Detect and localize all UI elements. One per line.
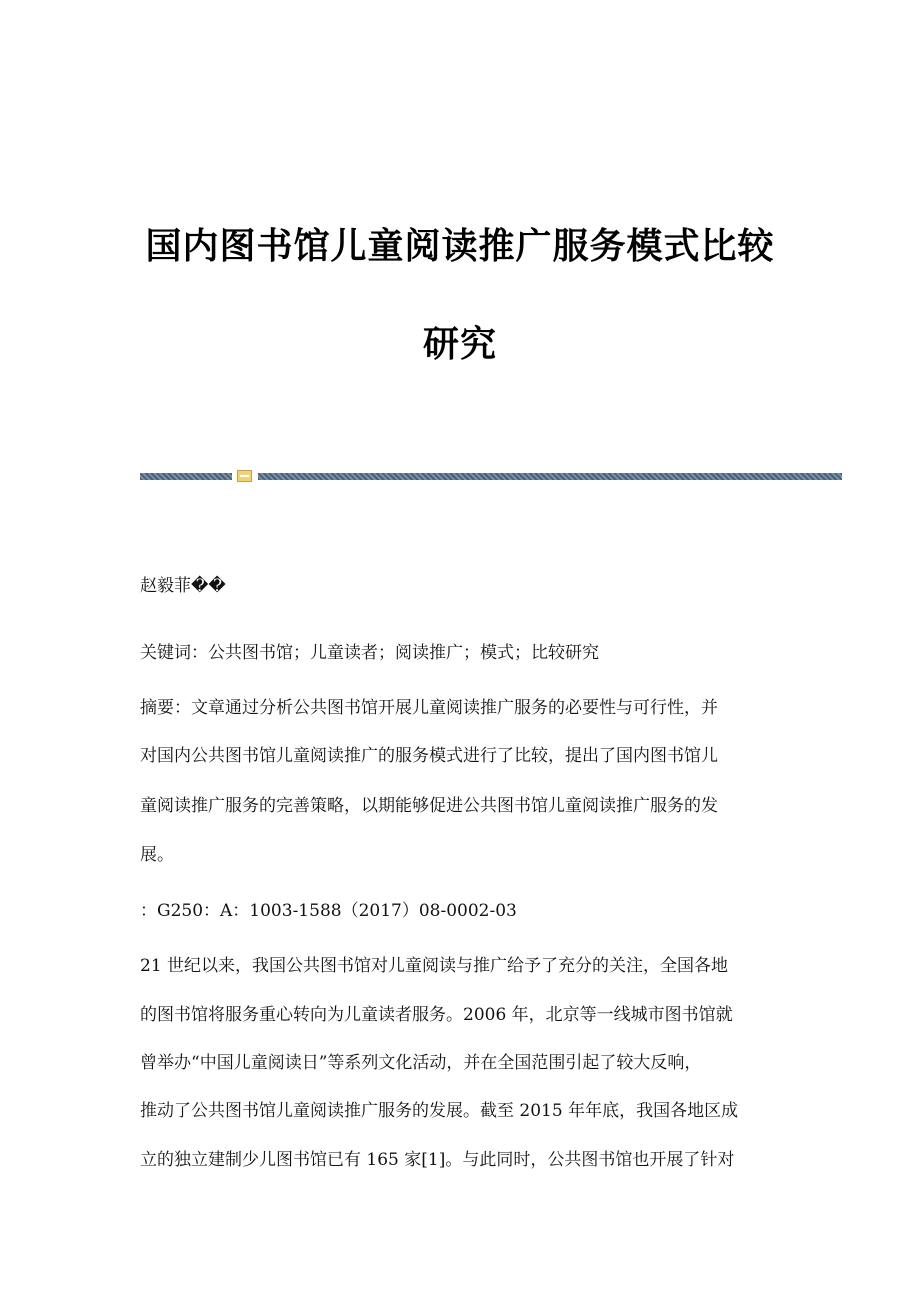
body-line: 的图书馆将服务重心转向为儿童读者服务。2006 年，北京等一线城市图书馆就	[140, 1005, 733, 1025]
abstract-line: 童阅读推广服务的完善策略，以期能够促进公共图书馆儿童阅读推广服务的发	[140, 796, 718, 816]
abstract-line: 对国内公共图书馆儿童阅读推广的服务模式进行了比较，提出了国内图书馆儿	[140, 746, 718, 766]
abstract-line: 摘要：文章通过分析公共图书馆开展儿童阅读推广服务的必要性与可行性，并	[140, 698, 718, 718]
divider-ornament-icon	[237, 470, 252, 482]
document-title-line-1: 国内图书馆儿童阅读推广服务模式比较	[145, 226, 775, 267]
body-line: 推动了公共图书馆儿童阅读推广服务的发展。截至 2015 年年底，我国各地区成	[140, 1101, 739, 1121]
divider-bar-left	[140, 473, 232, 480]
body-line: 21 世纪以来，我国公共图书馆对儿童阅读与推广给予了充分的关注，全国各地	[140, 956, 729, 976]
author: 赵毅菲��	[140, 576, 226, 596]
body-line: 曾举办“中国儿童阅读日”等系列文化活动，并在全国范围引起了较大反响，	[140, 1053, 702, 1073]
divider-bar-right	[258, 473, 842, 480]
body-line: 立的独立建制少儿图书馆已有 165 家[1]。与此同时，公共图书馆也开展了针对	[140, 1150, 735, 1170]
keywords: 关键词：公共图书馆；儿童读者；阅读推广；模式；比较研究	[140, 643, 599, 663]
abstract-line: 展。	[140, 845, 174, 865]
title-divider	[140, 470, 842, 482]
document-title-line-2: 研究	[422, 324, 497, 365]
classification-number: ：G250：A：1003-1588（2017）08-0002-03	[140, 901, 517, 921]
